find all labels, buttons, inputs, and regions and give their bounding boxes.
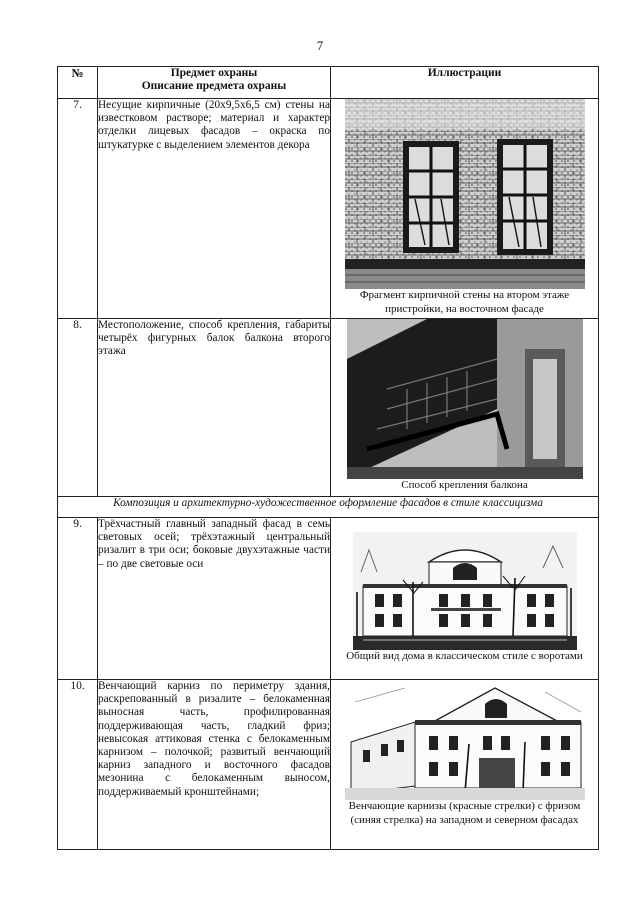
header-subject <box>98 67 331 99</box>
house-front-photo <box>353 532 577 650</box>
table-row <box>58 99 599 319</box>
header-subject-line1: Предмет охраны <box>170 67 258 79</box>
row-illustration <box>331 518 599 680</box>
row-number: 8. <box>58 319 98 497</box>
illustration-caption: Венчающие карнизы (красные стрелки) с фризом (синяя стрелка) на западном и северном фасадах <box>348 800 581 826</box>
row-illustration <box>331 99 599 319</box>
balcony-photo <box>347 319 583 479</box>
row-description: Несущие кирпичные (20х9,5х6,5 см) стены на известковом растворе; материал и характер отделки лицевых фасадов – окраска по штукатурке с выделением элементов декора <box>98 99 331 319</box>
brick-wall-photo <box>345 99 585 289</box>
row-description: Трёхчастный главный западный фасад в семь световых осей; трёхэтажный центральный ризалит в три оси; боковые двухэтажные части – по две световые оси <box>98 518 331 680</box>
row-description: Венчающий карниз по периметру здания, раскрепованный в ризалите – белокаменная выносная часть, профилированная поддерживающая часть, гладкий фриз; невысокая аттиковая стенка с белокаменным карнизом – полочкой; развитый венчающий карниз западного и восточного фасадов мезонина с белокаменным выносом, поддерживаемый кронштейнами; <box>98 680 331 850</box>
header-subject-line2: Описание предмета охраны <box>141 80 287 92</box>
page-number: 7 <box>316 38 324 53</box>
illustration-caption: Способ крепления балкона <box>401 479 528 491</box>
row-illustration <box>331 319 599 497</box>
row-description: Местоположение, способ крепления, габариты четырёх фигурных балок балкона второго этажа <box>98 319 331 497</box>
row-illustration <box>331 680 599 850</box>
table-row <box>58 319 599 497</box>
row-number: 7. <box>58 99 98 319</box>
section-title: Композиция и архитектурно-художественное оформление фасадов в стиле классицизма <box>58 497 599 518</box>
section-row <box>58 497 599 518</box>
cornice-photo <box>345 682 585 800</box>
row-number: 10. <box>58 680 98 850</box>
table-header-row <box>58 67 599 99</box>
table-row <box>58 518 599 680</box>
table-row <box>58 680 599 850</box>
illustration-caption: Общий вид дома в классическом стиле с воротами <box>346 650 583 662</box>
header-num: № <box>58 67 98 99</box>
row-number: 9. <box>58 518 98 680</box>
protection-table <box>57 66 599 850</box>
header-illustrations: Иллюстрации <box>331 67 599 99</box>
illustration-caption: Фрагмент кирпичной стены на втором этаже пристройки, на восточном фасаде <box>359 289 570 315</box>
